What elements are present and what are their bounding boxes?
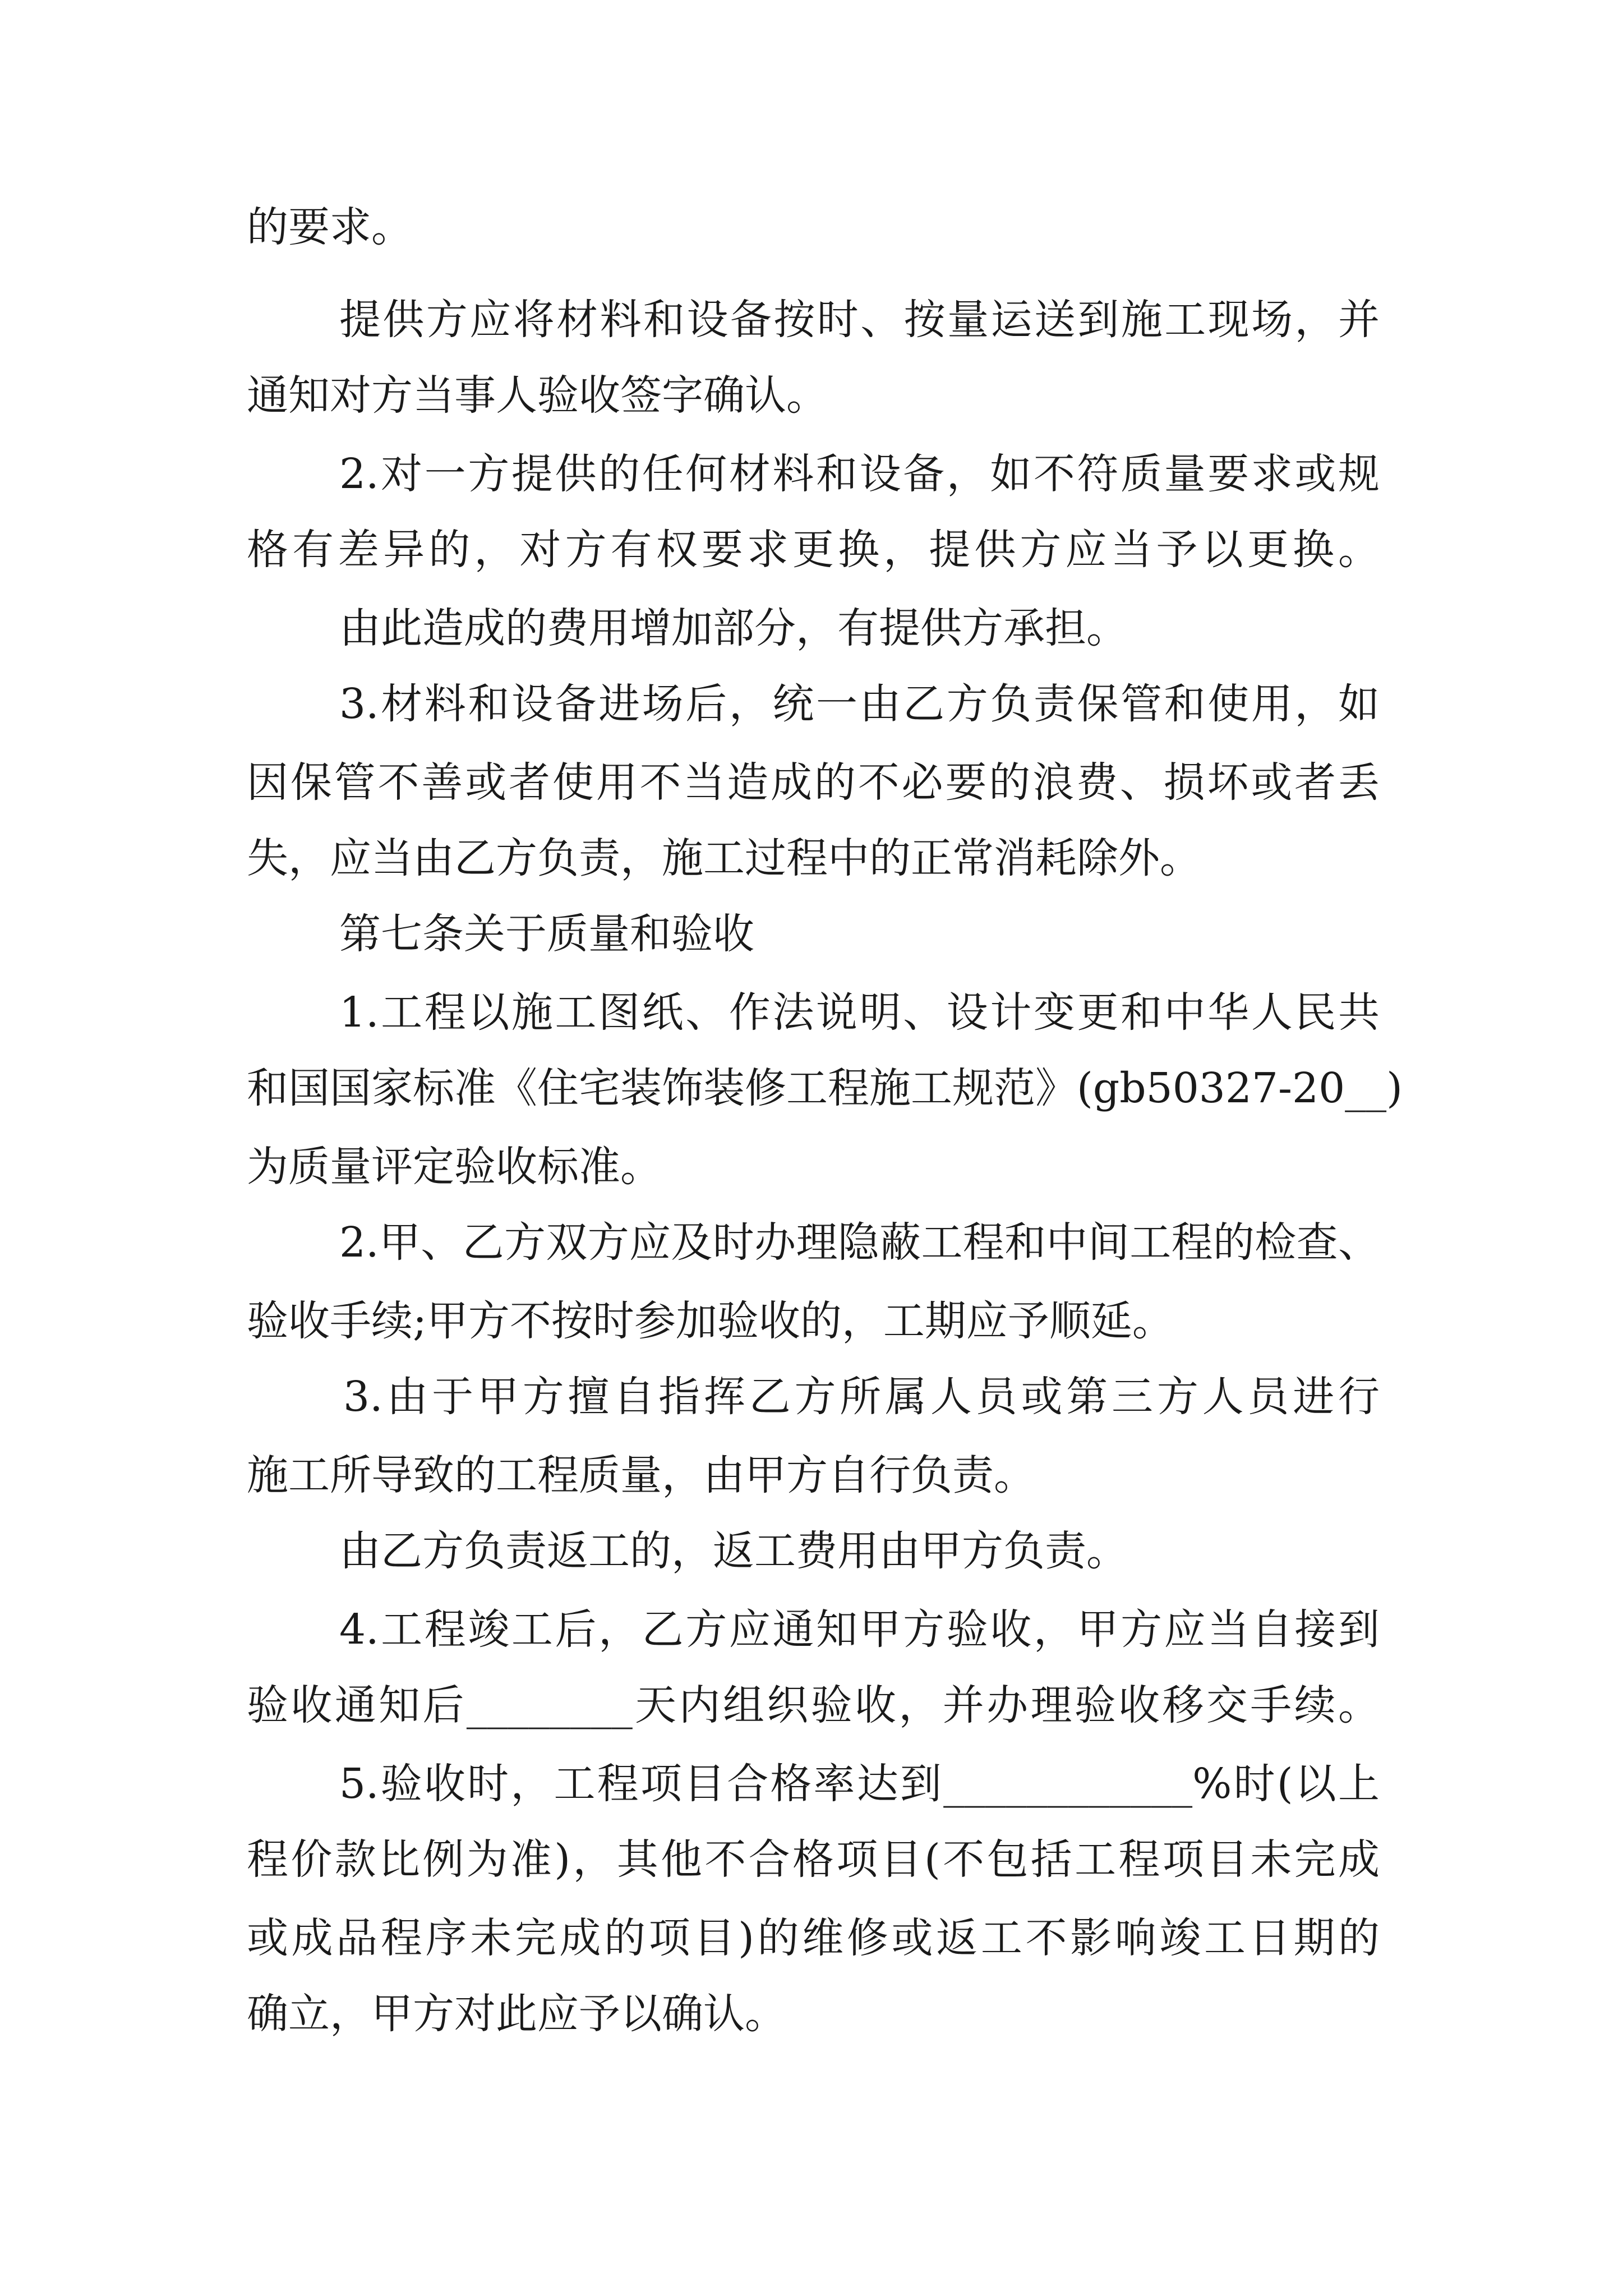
text-line-9: 失，应当由乙方负责，施工过程中的正常消耗除外。	[247, 834, 1201, 882]
text-line-21: 5.验收时，工程项目合格率达到____________%时(以上	[339, 1760, 1380, 1808]
text-line-20: 验收通知后________天内组织验收，并办理验收移交手续。	[247, 1681, 1380, 1729]
text-line-13: 为质量评定验收标准。	[247, 1143, 662, 1191]
text-line-1: 的要求。	[247, 203, 413, 251]
text-line-5: 格有差异的，对方有权要求更换，提供方应当予以更换。	[247, 526, 1380, 574]
text-line-14: 2.甲、乙方双方应及时办理隐蔽工程和中间工程的检查、	[339, 1218, 1380, 1267]
text-line-2: 提供方应将材料和设备按时、按量运送到施工现场，并	[339, 296, 1380, 344]
text-line-7: 3.材料和设备进场后，统一由乙方负责保管和使用，如	[339, 680, 1380, 728]
section-heading: 第七条关于质量和验收	[339, 910, 754, 958]
text-line-24: 确立，甲方对此应予以确认。	[247, 1990, 786, 2038]
text-line-23: 或成品程序未完成的项目)的维修或返工不影响竣工日期的	[247, 1914, 1380, 1962]
text-line-11: 1.工程以施工图纸、作法说明、设计变更和中华人民共	[339, 988, 1380, 1037]
text-line-16: 3.由于甲方擅自指挥乙方所属人员或第三方人员进行	[343, 1373, 1380, 1421]
text-line-8: 因保管不善或者使用不当造成的不必要的浪费、损坏或者丢	[247, 758, 1380, 807]
text-line-18: 由乙方负责返工的，返工费用由甲方负责。	[339, 1527, 1128, 1575]
text-line-17: 施工所导致的工程质量，由甲方自行负责。	[247, 1451, 1035, 1499]
text-line-12: 和国国家标准《住宅装饰装修工程施工规范》(gb50327-20__)	[247, 1064, 1403, 1112]
text-line-4: 2.对一方提供的任何材料和设备，如不符质量要求或规	[339, 450, 1380, 498]
text-line-19: 4.工程竣工后，乙方应通知甲方验收，甲方应当自接到	[339, 1605, 1380, 1654]
text-line-15: 验收手续;甲方不按时参加验收的，工期应予顺延。	[247, 1297, 1174, 1345]
text-line-3: 通知对方当事人验收签字确认。	[247, 371, 828, 420]
text-line-22: 程价款比例为准)，其他不合格项目(不包括工程项目未完成	[247, 1835, 1380, 1884]
text-line-6: 由此造成的费用增加部分，有提供方承担。	[339, 604, 1128, 652]
